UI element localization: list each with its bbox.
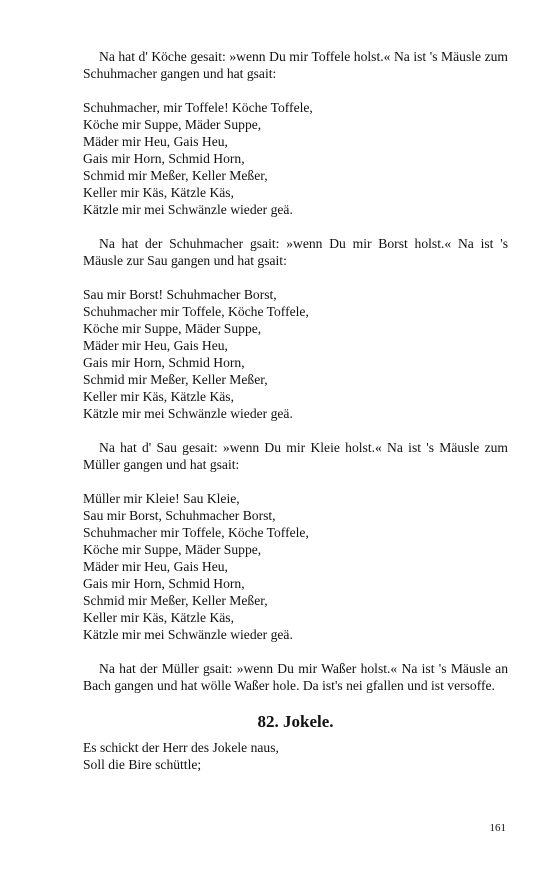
verse-line: Keller mir Käs, Kätzle Käs,	[83, 389, 234, 404]
verse-4	[83, 739, 508, 773]
verse-line: Schmid mir Meßer, Keller Meßer,	[83, 168, 268, 183]
verse-line: Mäder mir Heu, Gais Heu,	[83, 338, 228, 353]
verse-line: Kätzle mir mei Schwänzle wieder geä.	[83, 406, 293, 421]
paragraph-2: Na hat der Schuhmacher gsait: »wenn Du mir Borst holst.« Na ist 's Mäusle zur Sau gangen und hat gsait:	[83, 236, 508, 268]
verse-line: Mäder mir Heu, Gais Heu,	[83, 134, 228, 149]
verse-line: Schmid mir Meßer, Keller Meßer,	[83, 372, 268, 387]
verse-line: Keller mir Käs, Kätzle Käs,	[83, 610, 234, 625]
verse-line: Es schickt der Herr des Jokele naus,	[83, 740, 279, 755]
verse-line: Kätzle mir mei Schwänzle wieder geä.	[83, 627, 293, 642]
paragraph-4: Na hat der Müller gsait: »wenn Du mir Waßer holst.« Na ist 's Mäusle an Bach gangen und hat wölle Waßer hole. Da ist's nei gfallen und ist versoffe.	[83, 661, 508, 693]
verse-line: Köche mir Suppe, Mäder Suppe,	[83, 542, 262, 557]
verse-line: Mäder mir Heu, Gais Heu,	[83, 559, 228, 574]
verse-line: Köche mir Suppe, Mäder Suppe,	[83, 321, 262, 336]
verse-3	[83, 490, 508, 643]
page-number: 161	[489, 822, 506, 834]
page-body	[83, 48, 508, 790]
verse-line: Keller mir Käs, Kätzle Käs,	[83, 185, 234, 200]
verse-line: Gais mir Horn, Schmid Horn,	[83, 576, 245, 591]
verse-line: Schmid mir Meßer, Keller Meßer,	[83, 593, 268, 608]
verse-line: Kätzle mir mei Schwänzle wieder geä.	[83, 202, 293, 217]
verse-line: Gais mir Horn, Schmid Horn,	[83, 355, 245, 370]
verse-line: Schuhmacher mir Toffele, Köche Toffele,	[83, 525, 309, 540]
verse-line: Schuhmacher, mir Toffele! Köche Toffele,	[83, 100, 313, 115]
verse-line: Müller mir Kleie! Sau Kleie,	[83, 491, 240, 506]
verse-line: Köche mir Suppe, Mäder Suppe,	[83, 117, 262, 132]
paragraph-1: Na hat d' Köche gesait: »wenn Du mir Toffele holst.« Na ist 's Mäusle zum Schuhmacher gangen und hat gsait:	[83, 49, 508, 81]
paragraph-3: Na hat d' Sau gesait: »wenn Du mir Kleie holst.« Na ist 's Mäusle zum Müller gangen und hat gsait:	[83, 440, 508, 472]
section-heading: 82. Jokele.	[257, 712, 334, 731]
verse-line: Schuhmacher mir Toffele, Köche Toffele,	[83, 304, 309, 319]
verse-line: Sau mir Borst, Schuhmacher Borst,	[83, 508, 276, 523]
verse-line: Sau mir Borst! Schuhmacher Borst,	[83, 287, 277, 302]
verse-2	[83, 286, 508, 422]
verse-line: Soll die Bire schüttle;	[83, 757, 202, 772]
verse-line: Gais mir Horn, Schmid Horn,	[83, 151, 245, 166]
verse-1	[83, 99, 508, 218]
